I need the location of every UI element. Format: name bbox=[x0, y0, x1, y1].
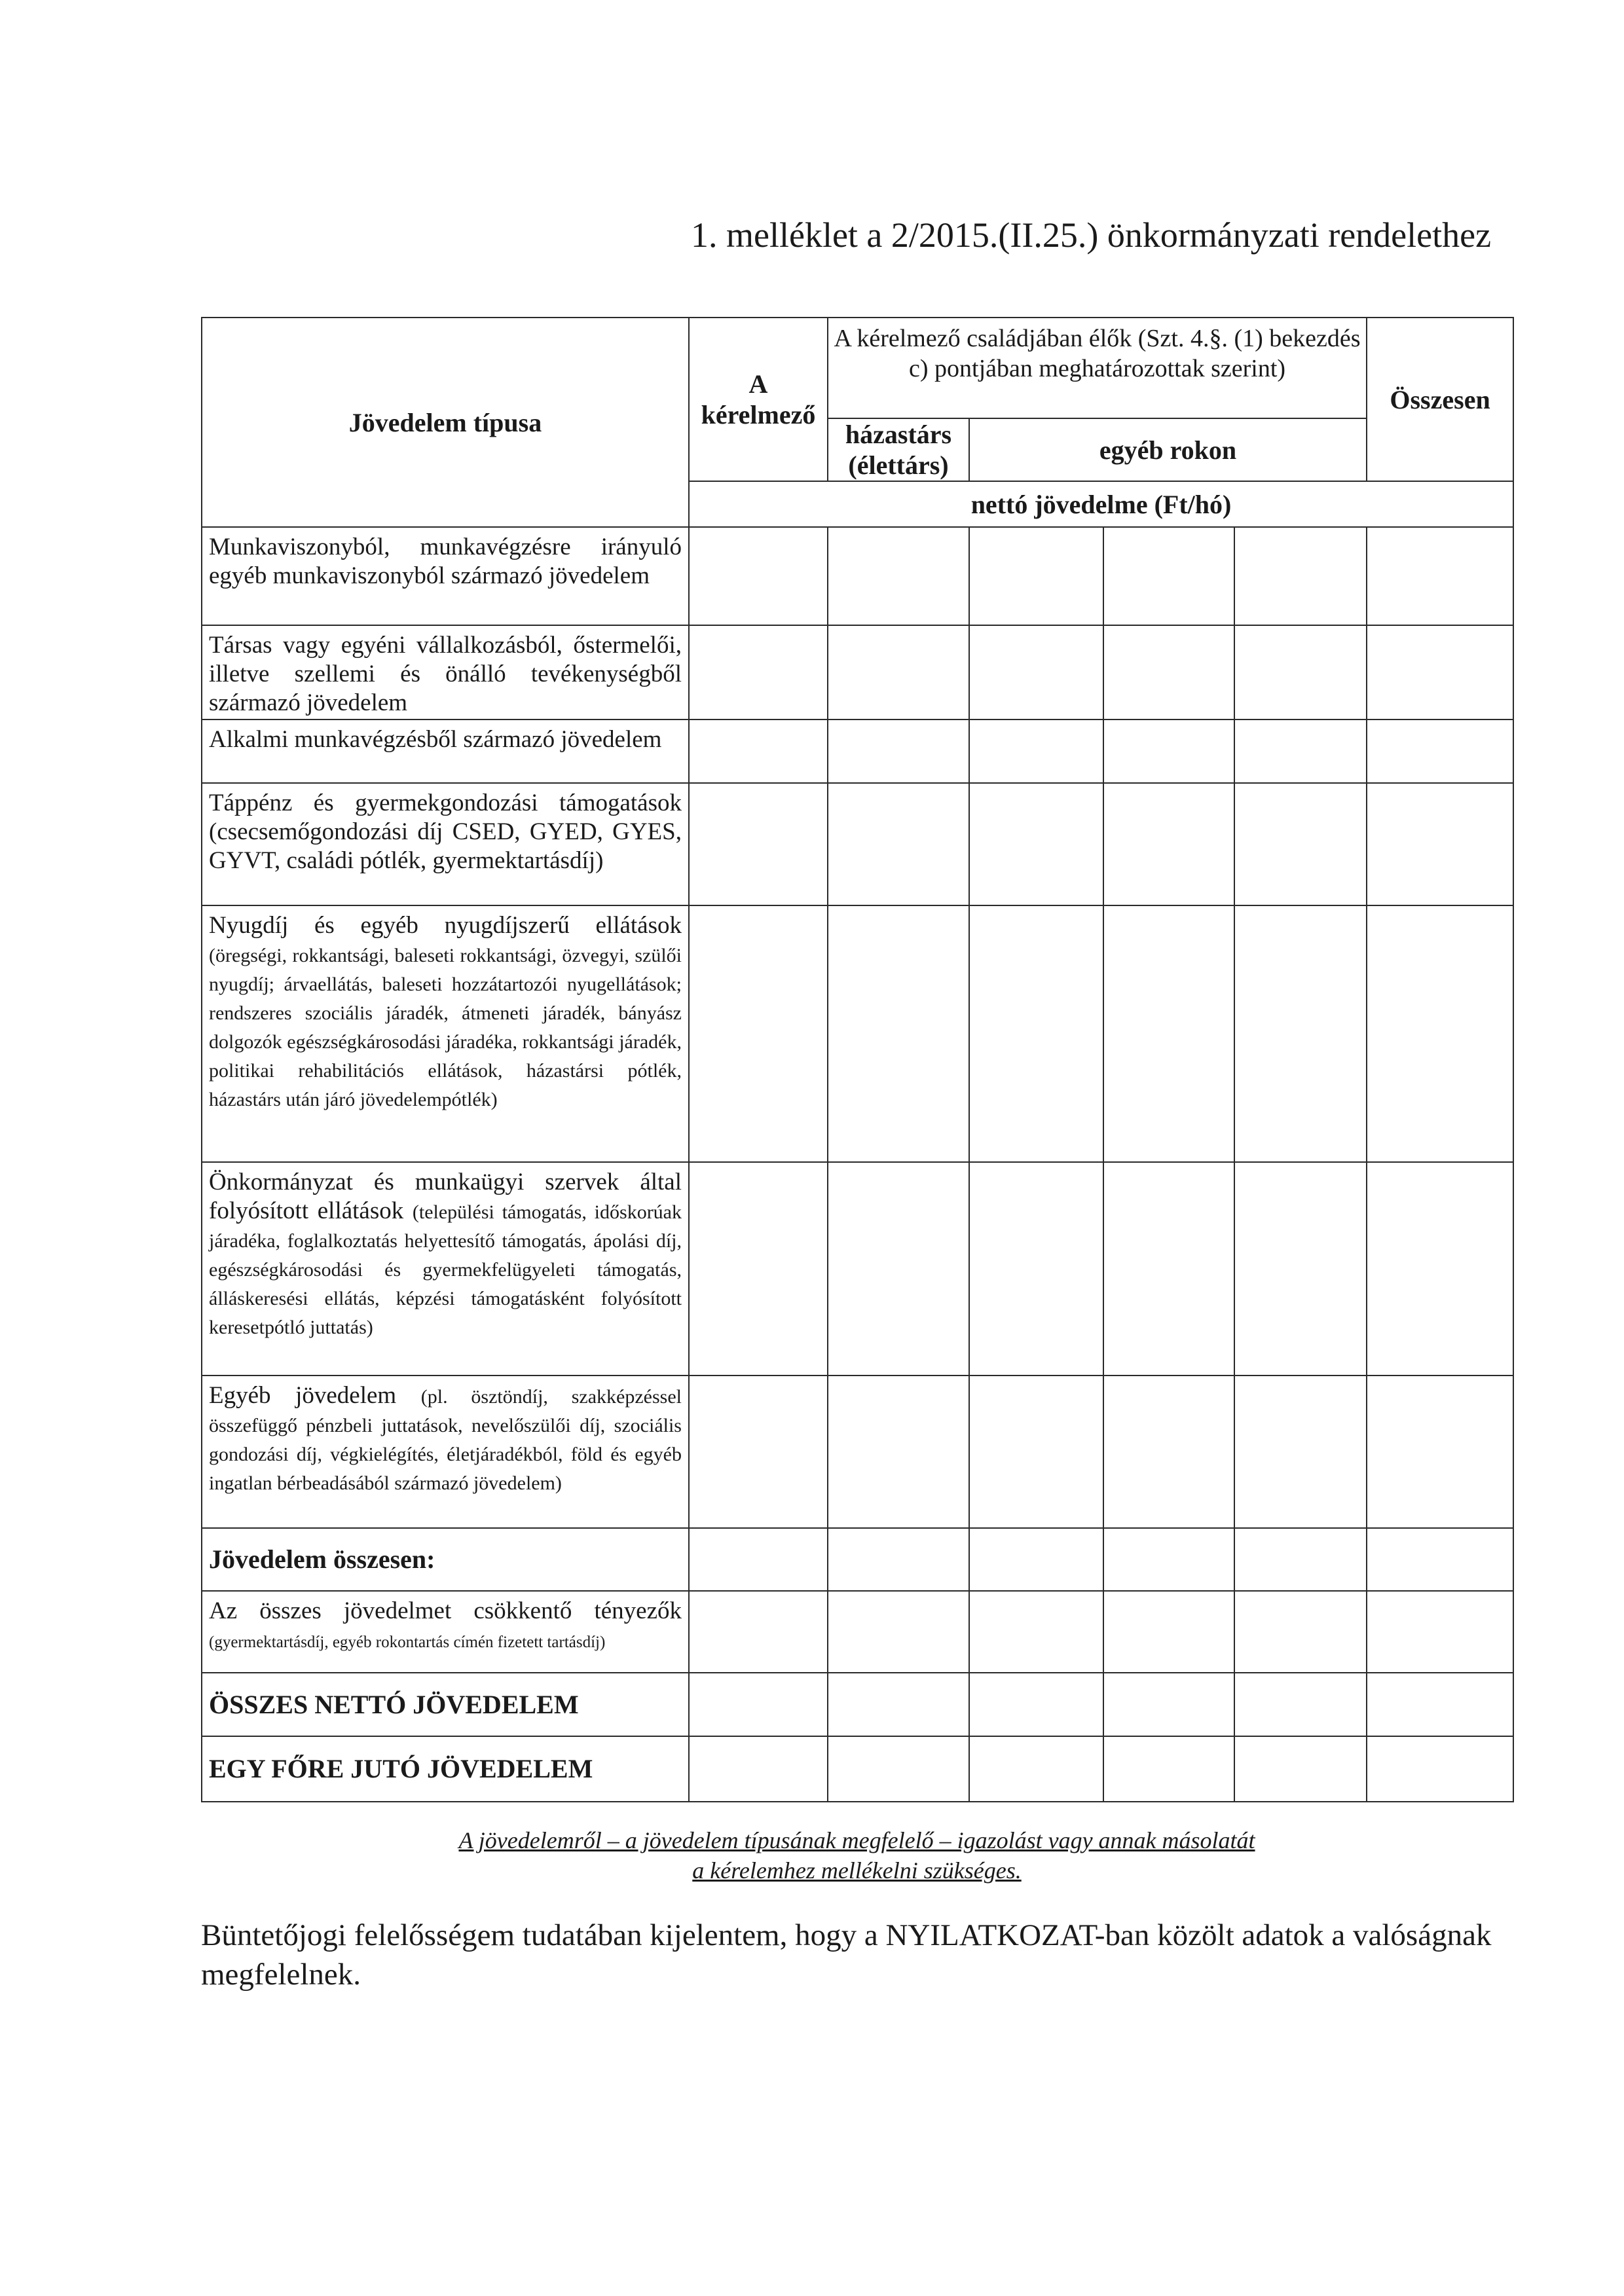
applicant-cell[interactable] bbox=[689, 720, 828, 783]
table-row-total bbox=[202, 1528, 1513, 1591]
row-label-main: Munkaviszonyból, munkavégzésre irányuló egyéb munkaviszonyból származó jövedelem bbox=[209, 534, 682, 589]
row-label bbox=[202, 1376, 689, 1528]
declaration-text: Büntetőjogi felelősségem tudatában kijelentem, hogy a NYILATKOZAT-ban közölt adatok a valóságnak megfelelnek. bbox=[201, 1918, 1492, 1992]
spouse-cell[interactable] bbox=[828, 1528, 969, 1591]
row-label-main: Nyugdíj és egyéb nyugdíjszerű ellátások bbox=[209, 912, 682, 939]
row-label-main: Jövedelem összesen: bbox=[209, 1544, 435, 1574]
row-label bbox=[202, 1591, 689, 1673]
applicant-cell[interactable] bbox=[689, 783, 828, 905]
relative-cell[interactable] bbox=[1103, 527, 1234, 625]
table-row bbox=[202, 783, 1513, 905]
table-row bbox=[202, 720, 1513, 783]
applicant-cell[interactable] bbox=[689, 625, 828, 720]
relative-cell[interactable] bbox=[969, 905, 1103, 1162]
table-row bbox=[202, 527, 1513, 625]
relative-cell[interactable] bbox=[1234, 1736, 1367, 1802]
relative-cell[interactable] bbox=[1234, 905, 1367, 1162]
row-label bbox=[202, 905, 689, 1162]
row-label-detail: (öregségi, rokkantsági, baleseti rokkantsági, özvegyi, szülői nyugdíj; árvaellátás, baleseti hozzátartozói nyugellátások; rendszeres szociális járadék, átmeneti járadék, bányász dolgozók egészségkárosodási járadéka, rokkantsági járadék, politikai rehabilitációs ellátások, házastársi pótlék, házastárs után járó jövedelempótlék) bbox=[209, 945, 682, 1110]
table-row-net-total bbox=[202, 1673, 1513, 1736]
relative-cell[interactable] bbox=[1234, 625, 1367, 720]
applicant-cell[interactable] bbox=[689, 527, 828, 625]
income-table bbox=[201, 317, 1514, 1802]
header-spouse bbox=[828, 418, 969, 481]
total-cell[interactable] bbox=[1367, 1528, 1513, 1591]
relative-cell[interactable] bbox=[1234, 1673, 1367, 1736]
relative-cell[interactable] bbox=[1103, 1673, 1234, 1736]
relative-cell[interactable] bbox=[1234, 1162, 1367, 1376]
relative-cell[interactable] bbox=[1103, 720, 1234, 783]
row-label-detail: (pl. ösztöndíj, szakképzéssel összefüggő pénzbeli juttatások, nevelőszülői díj, szociális gondozási díj, végkielégítés, életjáradékból, föld és egyéb ingatlan bérbeadásából származó jövedelem) bbox=[209, 1386, 682, 1494]
total-cell[interactable] bbox=[1367, 1162, 1513, 1376]
table-row bbox=[202, 905, 1513, 1162]
relative-cell[interactable] bbox=[969, 1673, 1103, 1736]
table-row bbox=[202, 1376, 1513, 1528]
row-label bbox=[202, 1673, 689, 1736]
total-cell[interactable] bbox=[1367, 625, 1513, 720]
row-label-main: Társas vagy egyéni vállalkozásból, őstermelői, illetve szellemi és önálló tevékenységből származó jövedelem bbox=[209, 632, 682, 716]
spouse-cell[interactable] bbox=[828, 625, 969, 720]
applicant-cell[interactable] bbox=[689, 1376, 828, 1528]
relative-cell[interactable] bbox=[969, 1736, 1103, 1802]
header-applicant bbox=[689, 318, 828, 481]
relative-cell[interactable] bbox=[1103, 1591, 1234, 1673]
total-cell[interactable] bbox=[1367, 1376, 1513, 1528]
total-cell[interactable] bbox=[1367, 1591, 1513, 1673]
table-row-per-capita bbox=[202, 1736, 1513, 1802]
row-label-main: Az összes jövedelmet csökkentő tényezők bbox=[209, 1597, 682, 1624]
relative-cell[interactable] bbox=[969, 1528, 1103, 1591]
row-label-main: Önkormányzat és munkaügyi szervek által folyósított ellátások bbox=[209, 1169, 682, 1224]
row-label bbox=[202, 783, 689, 905]
relative-cell[interactable] bbox=[1234, 1376, 1367, 1528]
row-label bbox=[202, 625, 689, 720]
header-net-income-label: nettó jövedelme (Ft/hó) bbox=[970, 489, 1232, 519]
header-income-type bbox=[202, 318, 689, 527]
header-spouse-label: házastárs (élettárs) bbox=[845, 420, 952, 480]
table-row bbox=[202, 625, 1513, 720]
header-applicant-label: A kérelmező bbox=[701, 369, 816, 429]
row-label-main: Egyéb jövedelem bbox=[209, 1382, 397, 1409]
relative-cell[interactable] bbox=[969, 625, 1103, 720]
relative-cell[interactable] bbox=[969, 783, 1103, 905]
attachment-note-line: A jövedelemről – a jövedelem típusának megfelelő – igazolást vagy annak másolatát bbox=[458, 1827, 1255, 1853]
applicant-cell[interactable] bbox=[689, 1528, 828, 1591]
relative-cell[interactable] bbox=[969, 527, 1103, 625]
relative-cell[interactable] bbox=[1103, 905, 1234, 1162]
spouse-cell[interactable] bbox=[828, 720, 969, 783]
relative-cell[interactable] bbox=[969, 1376, 1103, 1528]
applicant-cell[interactable] bbox=[689, 1162, 828, 1376]
row-label bbox=[202, 1736, 689, 1802]
row-label-main: ÖSSZES NETTÓ JÖVEDELEM bbox=[209, 1689, 579, 1719]
row-label-detail: (települési támogatás, időskorúak járadéka, foglalkoztatás helyettesítő támogatás, ápolási díj, egészségkárosodási és gyermekfelügyeleti támogatás, álláskeresési ellátás, képzési támogatásként folyósított keresetpótló juttatás) bbox=[209, 1201, 682, 1338]
relative-cell[interactable] bbox=[1234, 527, 1367, 625]
row-label bbox=[202, 527, 689, 625]
spouse-cell[interactable] bbox=[828, 1162, 969, 1376]
header-total-label: Összesen bbox=[1390, 384, 1490, 414]
spouse-cell[interactable] bbox=[828, 1673, 969, 1736]
relative-cell[interactable] bbox=[1103, 783, 1234, 905]
row-label-main: Táppénz és gyermekgondozási támogatások (csecsemőgondozási díj CSED, GYED, GYES, GYVT, családi pótlék, gyermektartásdíj) bbox=[209, 790, 682, 874]
header-family-group-label: A kérelmező családjában élők (Szt. 4.§. (1) bekezdés c) pontjában meghatározottak szerint) bbox=[834, 325, 1361, 382]
spouse-cell[interactable] bbox=[828, 905, 969, 1162]
total-cell[interactable] bbox=[1367, 720, 1513, 783]
header-other-relatives-label: egyéb rokon bbox=[1099, 435, 1237, 465]
row-label-main: Alkalmi munkavégzésből származó jövedelem bbox=[209, 726, 662, 753]
applicant-cell[interactable] bbox=[689, 905, 828, 1162]
table-row-deductions bbox=[202, 1591, 1513, 1673]
total-cell[interactable] bbox=[1367, 1673, 1513, 1736]
row-label-main: EGY FŐRE JUTÓ JÖVEDELEM bbox=[209, 1754, 593, 1783]
relative-cell[interactable] bbox=[1103, 625, 1234, 720]
header-total bbox=[1367, 318, 1513, 481]
header-family-group bbox=[828, 318, 1367, 418]
total-cell[interactable] bbox=[1367, 527, 1513, 625]
relative-cell[interactable] bbox=[969, 1591, 1103, 1673]
header-net-income bbox=[689, 481, 1513, 527]
relative-cell[interactable] bbox=[1234, 720, 1367, 783]
spouse-cell[interactable] bbox=[828, 1591, 969, 1673]
header-income-type-label: Jövedelem típusa bbox=[348, 407, 542, 437]
relative-cell[interactable] bbox=[969, 720, 1103, 783]
relative-cell[interactable] bbox=[1103, 1736, 1234, 1802]
row-label bbox=[202, 1528, 689, 1591]
relative-cell[interactable] bbox=[969, 1162, 1103, 1376]
row-label-detail: (gyermektartásdíj, egyéb rokontartás címén fizetett tartásdíj) bbox=[209, 1633, 606, 1651]
row-label bbox=[202, 1162, 689, 1376]
relative-cell[interactable] bbox=[1234, 783, 1367, 905]
total-cell[interactable] bbox=[1367, 1736, 1513, 1802]
spouse-cell[interactable] bbox=[828, 527, 969, 625]
spouse-cell[interactable] bbox=[828, 1376, 969, 1528]
spouse-cell[interactable] bbox=[828, 1736, 969, 1802]
applicant-cell[interactable] bbox=[689, 1591, 828, 1673]
table-row bbox=[202, 1162, 1513, 1376]
header-other-relatives bbox=[969, 418, 1367, 481]
row-label bbox=[202, 720, 689, 783]
relative-cell[interactable] bbox=[1103, 1162, 1234, 1376]
spouse-cell[interactable] bbox=[828, 783, 969, 905]
relative-cell[interactable] bbox=[1234, 1528, 1367, 1591]
applicant-cell[interactable] bbox=[689, 1673, 828, 1736]
attachment-note-line: a kérelemhez mellékelni szükséges. bbox=[692, 1857, 1022, 1884]
total-cell[interactable] bbox=[1367, 905, 1513, 1162]
relative-cell[interactable] bbox=[1234, 1591, 1367, 1673]
relative-cell[interactable] bbox=[1103, 1376, 1234, 1528]
page-title: 1. melléklet a 2/2015.(II.25.) önkormányzati rendelethez bbox=[691, 215, 1492, 255]
attachment-note bbox=[201, 1825, 1513, 1886]
applicant-cell[interactable] bbox=[689, 1736, 828, 1802]
relative-cell[interactable] bbox=[1103, 1528, 1234, 1591]
total-cell[interactable] bbox=[1367, 783, 1513, 905]
